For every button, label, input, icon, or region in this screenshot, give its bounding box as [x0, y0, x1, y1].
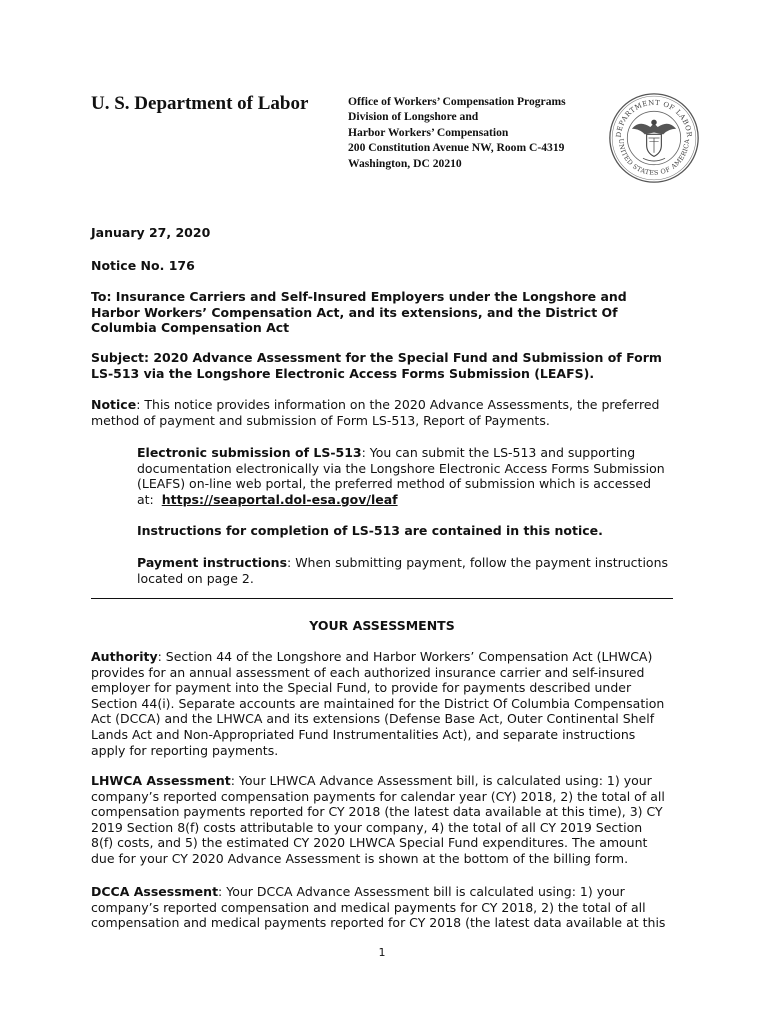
subject-line: LS-513 via the Longshore Electronic Access Forms Submission (LEAFS).: [91, 365, 595, 381]
to-line: Columbia Compensation Act: [91, 320, 290, 336]
dcca-label: DCCA Assessment: [91, 884, 219, 899]
authority-text: apply for reporting payments.: [91, 742, 279, 758]
department-seal-icon: [608, 92, 700, 184]
page-number: 1: [378, 946, 386, 959]
lhwca-text: : Your LHWCA Advance Assessment bill, is calculated using: 1) your: [230, 773, 652, 788]
payment-text: located on page 2.: [137, 570, 254, 586]
notice-date: January 27, 2020: [91, 225, 211, 240]
svg-text:DEPARTMENT OF LABOR: DEPARTMENT OF LABOR: [614, 98, 694, 138]
svg-text:UNITED STATES OF AMERICA: UNITED STATES OF AMERICA: [616, 138, 692, 177]
subject-line: Subject: 2020 Advance Assessment for the Special Fund and Submission of Form: [91, 350, 662, 365]
office-address: [348, 94, 566, 171]
dcca-paragraph: [91, 884, 681, 931]
authority-text: Section 44(i). Separate accounts are maintained for the District Of Columbia Compensation: [91, 695, 665, 711]
authority-text: Act (DCCA) and the LHWCA and its extensions (Defense Base Act, Outer Continental Shelf: [91, 711, 655, 727]
lhwca-text: company’s reported compensation payments for calendar year (CY) 2018, 2) the total of all: [91, 788, 665, 804]
electronic-text: : You can submit the LS-513 and supporting: [361, 445, 636, 460]
office-line: Office of Workers’ Compensation Programs: [348, 95, 566, 108]
electronic-submission-paragraph: [137, 445, 682, 507]
office-line: Washington, DC 20210: [348, 156, 462, 170]
lhwca-text: 2019 Section 8(f) costs attributable to your company, 4) the total of all CY 2019 Section: [91, 819, 643, 835]
notice-text: : This notice provides information on the 2020 Advance Assessments, the preferred: [136, 397, 660, 412]
lhwca-label: LHWCA Assessment: [91, 773, 231, 788]
dcca-text: compensation and medical payments reported for CY 2018 (the latest data available at this: [91, 915, 666, 931]
electronic-text: documentation electronically via the Longshore Electronic Access Forms Submission: [137, 460, 665, 476]
payment-label: Payment instructions: [137, 555, 288, 570]
authority-label: Authority: [91, 649, 158, 664]
lhwca-text: due for your CY 2020 Advance Assessment is shown at the bottom of the billing form.: [91, 850, 629, 866]
electronic-label: Electronic submission of LS-513: [137, 445, 362, 460]
authority-text: employer for payment into the Special Fund, to provide for payments described under: [91, 680, 632, 696]
instructions-note: Instructions for completion of LS-513 are contained in this notice.: [137, 523, 603, 538]
to-recipients: [91, 289, 681, 336]
electronic-text: (LEAFS) on-line web portal, the preferred method of submission which is accessed: [137, 476, 652, 492]
leafs-portal-link[interactable]: https://seaportal.dol-esa.gov/leaf: [161, 491, 398, 507]
authority-text: provides for an annual assessment of each authorized insurance carrier and self-insured: [91, 664, 645, 680]
payment-paragraph: [137, 555, 682, 586]
lhwca-paragraph: [91, 773, 681, 867]
office-line: Division of Longshore and: [348, 110, 479, 124]
notice-number: Notice No. 176: [91, 258, 195, 273]
agency-name: U. S. Department of Labor: [91, 93, 309, 114]
subject: [91, 350, 681, 381]
office-line: 200 Constitution Avenue NW, Room C-4319: [348, 141, 565, 155]
notice-label: Notice: [91, 397, 137, 412]
dcca-text: company’s reported compensation and medical payments for CY 2018, 2) the total of all: [91, 899, 646, 915]
section-title: YOUR ASSESSMENTS: [309, 618, 455, 633]
authority-text: : Section 44 of the Longshore and Harbor Workers’ Compensation Act (LHWCA): [157, 649, 653, 664]
office-line: Harbor Workers’ Compensation: [348, 125, 509, 139]
electronic-at: at:: [137, 491, 162, 507]
to-line: Harbor Workers’ Compensation Act, and its extensions, and the District Of: [91, 304, 618, 320]
authority-text: Lands Act and Non-Appropriated Fund Instrumentalities Act), and separate instructions: [91, 726, 636, 742]
notice-text: method of payment and submission of Form LS-513, Report of Payments.: [91, 412, 550, 428]
section-divider: [91, 598, 673, 599]
dcca-text: : Your DCCA Advance Assessment bill is calculated using: 1) your: [218, 884, 625, 899]
authority-paragraph: [91, 649, 681, 758]
lhwca-text: compensation payments reported for CY 2018 (the latest data available at this time), 3) CY: [91, 804, 663, 820]
notice-paragraph: [91, 397, 681, 428]
lhwca-text: 8(f) costs, and 5) the estimated CY 2020 LHWCA Special Fund expenditures. The amount: [91, 835, 648, 851]
payment-text: : When submitting payment, follow the payment instructions: [287, 555, 669, 570]
to-line: To: Insurance Carriers and Self-Insured Employers under the Longshore and: [91, 289, 627, 304]
